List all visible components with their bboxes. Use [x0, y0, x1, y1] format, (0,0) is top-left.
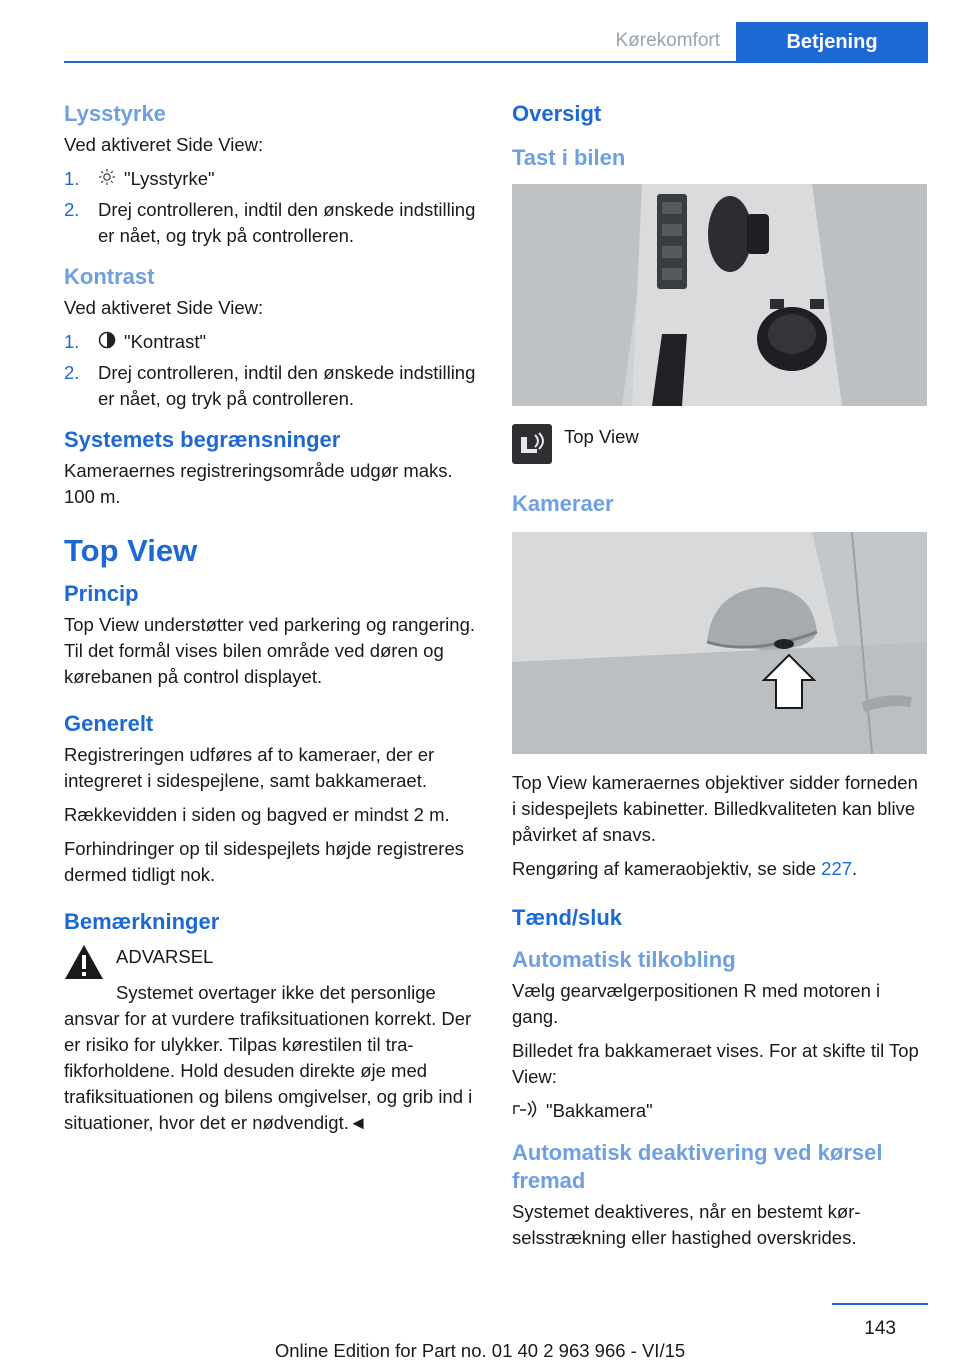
header-rule	[64, 61, 928, 63]
heading-kontrast: Kontrast	[64, 264, 155, 290]
auto-off-text: Systemet deaktiveres, når en bestemt kørselsstrækning eller hastighed overskrides.	[512, 1201, 861, 1249]
page-number: 143	[864, 1318, 896, 1339]
lysstyrke-steps	[64, 166, 479, 249]
contrast-icon	[98, 330, 116, 356]
left-column	[64, 100, 479, 1136]
warning-label: ADVARSEL	[116, 946, 214, 968]
header-section-tab[interactable]: Kørekomfort	[615, 30, 720, 51]
header-active-tab[interactable]: Betjening	[736, 22, 928, 62]
kontrast-intro: Ved aktiveret Side View:	[64, 297, 264, 319]
kontrast-steps	[64, 329, 479, 412]
heading-princip: Princip	[64, 581, 139, 607]
lysstyrke-intro: Ved aktiveret Side View:	[64, 134, 264, 155]
heading-tast: Tast i bilen	[512, 145, 626, 170]
heading-generelt: Generelt	[64, 711, 154, 737]
heading-kameraer: Kameraer	[512, 491, 614, 516]
heading-limits: Systemets begrænsninger	[64, 427, 341, 453]
heading-notes: Bemærkninger	[64, 909, 220, 935]
rear-camera-icon	[512, 1099, 538, 1125]
heading-auto-on: Automatisk tilkobling	[512, 947, 736, 972]
list-item: 1. "Lysstyrke"	[64, 166, 479, 193]
cleaning-text: Rengøring af kameraobjektiv, se side 227.	[512, 858, 858, 879]
generelt-p3: Forhindringer op til sidespejlets højde registreres dermed tidligt nok.	[64, 838, 464, 886]
warning-icon	[64, 944, 104, 980]
top-view-button-label: Top View	[564, 426, 639, 447]
generelt-p2: Rækkevidden i siden og bagved er mindst 2 m.	[64, 804, 450, 826]
photo-mirror	[512, 532, 927, 754]
generelt-p1: Registreringen udføres af to kameraer, der er integreret i sidespejlene, samt bakkameraet.	[64, 744, 435, 792]
list-item: 1. "Kontrast"	[64, 329, 479, 356]
heading-oversigt: Oversigt	[512, 101, 602, 126]
top-view-button-row	[512, 424, 927, 464]
auto-on-p2: Billedet fra bakkameraet vises. For at skifte til Top View:	[512, 1040, 919, 1087]
auto-on-menu: "Bakkamera"	[512, 1098, 927, 1125]
limits-text: Kameraernes registreringsområde udgør maks. 100 m.	[64, 460, 453, 508]
princip-text: Top View understøtter ved parkering og rangering. Til det formål vises bilen område ved døren og kørebanen på control displayet.	[64, 614, 476, 688]
page-link-227[interactable]: 227	[821, 858, 853, 879]
heading-taend: Tænd/sluk	[512, 905, 623, 930]
heading-top-view: Top View	[64, 533, 198, 569]
list-item: 2. Drej controlleren, indtil den ønskede indstilling er nået, og tryk på controlleren.	[64, 199, 476, 247]
auto-on-p1: Vælg gearvælgerpositionen R med motoren i gang.	[512, 980, 881, 1027]
list-item: 2. Drej controlleren, indtil den ønskede indstilling er nået, og tryk på controlleren.	[64, 362, 476, 410]
edition-footer: Online Edition for Part no. 01 40 2 963 966 - VI/15	[274, 1340, 686, 1361]
top-view-button-icon[interactable]	[512, 424, 552, 464]
right-column	[512, 100, 927, 1259]
brightness-icon	[98, 167, 116, 193]
heading-lysstyrke: Lysstyrke	[64, 101, 166, 126]
warning-box	[64, 940, 479, 1136]
photo-console	[512, 184, 927, 406]
cam-text: Top View kameraernes objektiver sidder forneden i sidespejlets kabinetter. Billedkvaliteten kan blive påvirket af snavs.	[512, 772, 918, 845]
warning-text: Systemet overtager ikke det personlige ansvar for at vurdere trafiksituationen korrekt. Der er risiko for ulykker. Tilpas kørestilen til trafikforholdene. Hold desuden direkte øje med trafiksituationen og bilens omgivelser, og grib ind i situationer, hvor det er nødvendigt.◄	[64, 982, 473, 1134]
footer-rule	[832, 1303, 928, 1305]
heading-auto-off: Automatisk deaktivering ved kørsel fremad	[512, 1140, 883, 1194]
page-header	[0, 0, 960, 64]
